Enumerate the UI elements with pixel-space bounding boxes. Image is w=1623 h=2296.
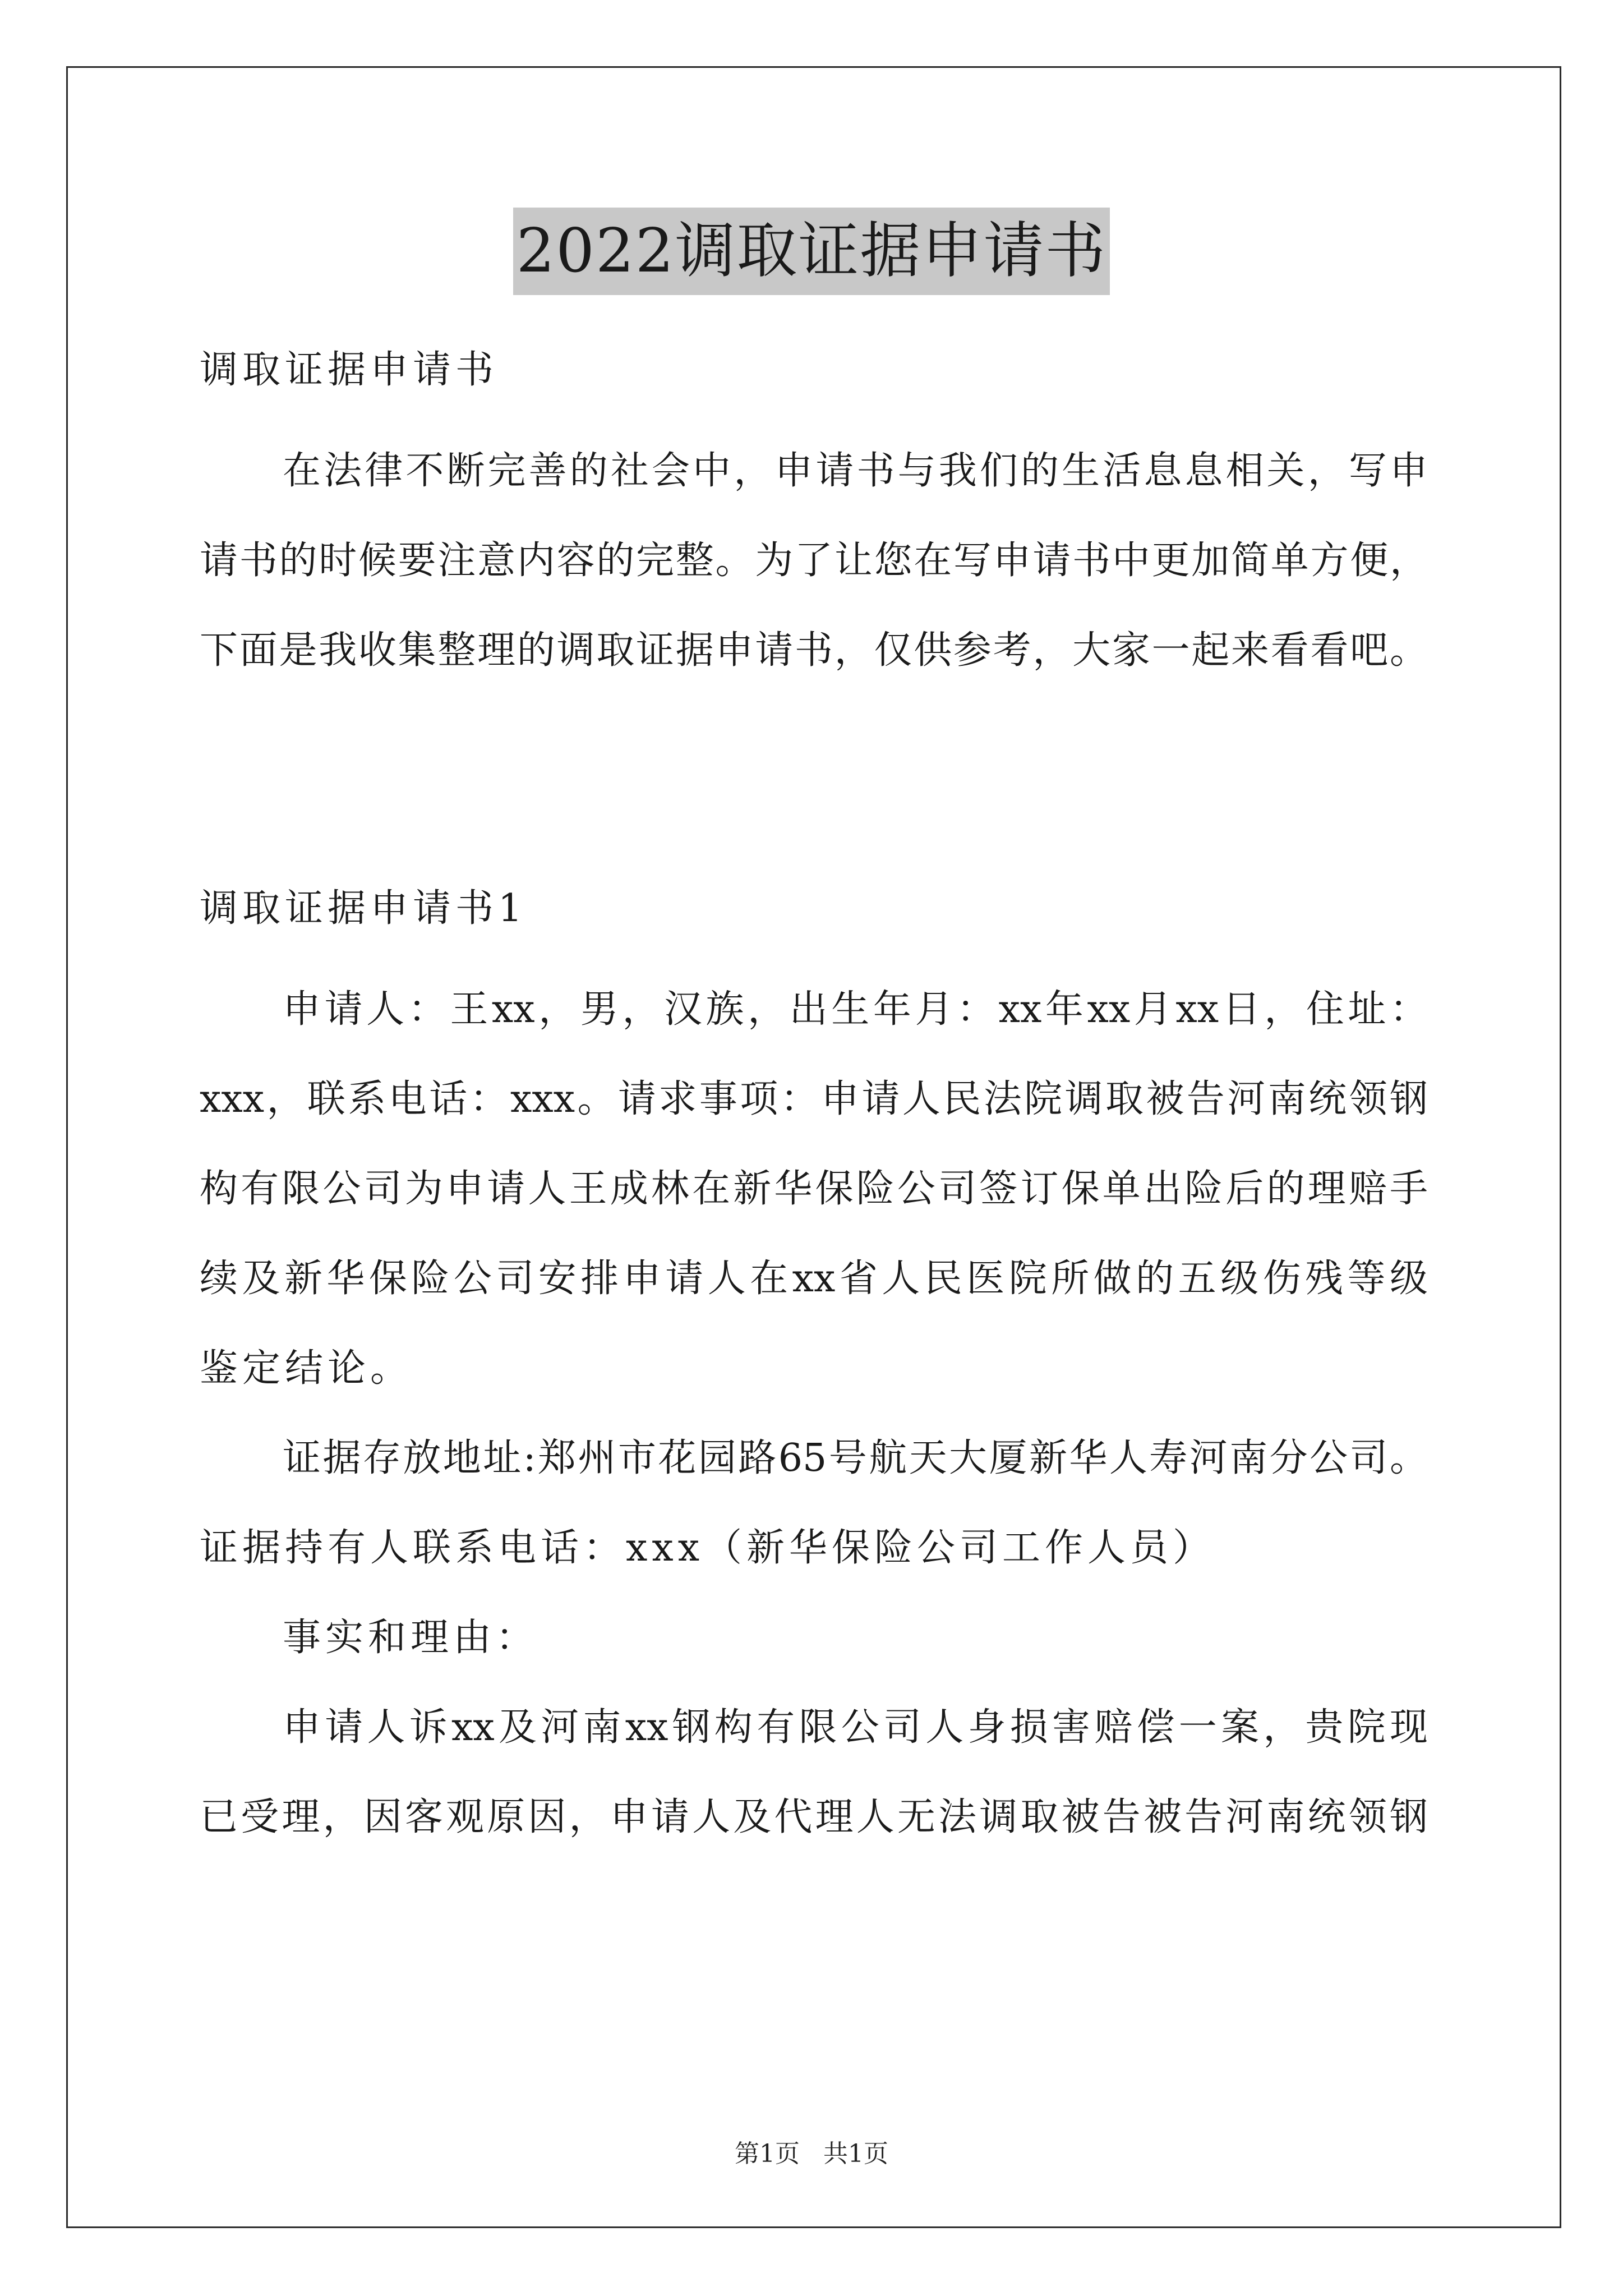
paragraph-line: 证据存放地址:郑州市花园路65号航天大厦新华人寿河南分公司。 xyxy=(283,1436,1428,1480)
section-heading: 调取证据申请书1 xyxy=(200,886,527,931)
paragraph-line: 鉴定结论。 xyxy=(200,1346,413,1391)
paragraph-line: 下面是我收集整理的调取证据申请书，仅供参考，大家一起来看看吧。 xyxy=(200,628,1428,673)
page-number: 第1页 xyxy=(735,2139,800,2168)
paragraph-line: 申请人诉xx及河南xx钢构有限公司人身损害赔偿一案，贵院现 xyxy=(283,1705,1428,1750)
paragraph-line: 在法律不断完善的社会中，申请书与我们的生活息息相关，写申 xyxy=(283,449,1428,493)
paragraph-line: 已受理，因客观原因，申请人及代理人无法调取被告被告河南统领钢 xyxy=(200,1795,1428,1839)
paragraph-line: 申请人：王xx，男，汉族，出生年月：xx年xx月xx日，住址： xyxy=(283,987,1428,1032)
paragraph-line: 构有限公司为申请人王成林在新华保险公司签订保单出险后的理赔手 xyxy=(200,1167,1428,1211)
document-title: 2022调取证据申请书 xyxy=(513,208,1110,295)
paragraph-line: 请书的时候要注意内容的完整。为了让您在写申请书中更加简单方便， xyxy=(200,539,1428,583)
paragraph-line: xxx，联系电话：xxx。请求事项：申请人民法院调取被告河南统领钢 xyxy=(200,1077,1428,1121)
page-footer xyxy=(0,2137,1623,2171)
paragraph-line: 事实和理由： xyxy=(283,1616,539,1660)
paragraph-line: 证据持有人联系电话：xxx（新华保险公司工作人员） xyxy=(200,1526,1216,1570)
title-container xyxy=(0,208,1623,295)
section-heading: 调取证据申请书 xyxy=(200,348,499,392)
page-total: 共1页 xyxy=(823,2139,888,2168)
paragraph-line: 续及新华保险公司安排申请人在xx省人民医院所做的五级伤残等级 xyxy=(200,1257,1428,1301)
